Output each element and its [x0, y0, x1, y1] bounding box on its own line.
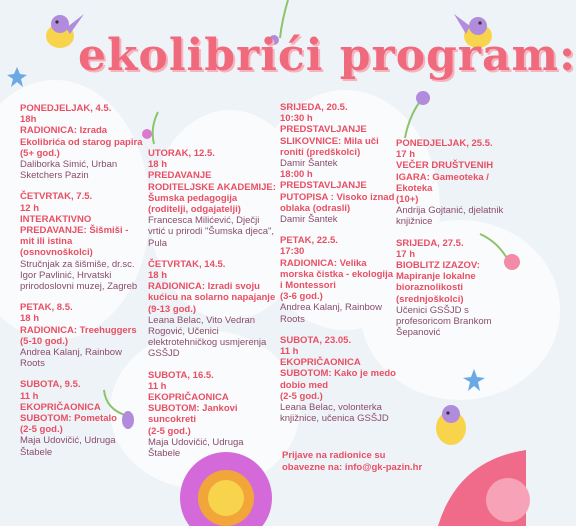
event-time: 18:00 h — [280, 169, 313, 181]
event-people: Maja Udovičić, Udruga Štabele — [20, 435, 116, 458]
event-title: PREDAVANJE RODITELJSKE AKADEMIJE: Šumska pedagogija (roditelji, odgajatelji) — [148, 170, 276, 216]
event-date: PONEDJELJAK, 4.5. — [20, 103, 112, 114]
event-item — [280, 102, 398, 169]
event-age: (3-6 god.) — [280, 291, 323, 303]
registration-note — [282, 450, 422, 474]
event-people: Daliborka Simić, Urban Sketchers Pazin — [20, 159, 118, 182]
event-people: Leana Belac, Vito Vedran Rogović, Učenici elektrotehničkog usmjerenja GSŠJD — [148, 314, 267, 360]
event-item — [396, 138, 514, 228]
event-item — [20, 103, 144, 181]
event-date: PETAK, 8.5. — [20, 302, 73, 314]
event-item — [280, 235, 398, 325]
event-time: 17:30 — [280, 246, 305, 258]
event-item — [20, 302, 144, 369]
event-title: PREDSTAVLJANJE SLIKOVNICE: Mila uči roniti (predškolci) — [280, 124, 379, 158]
event-title: PREDSTAVLJANJE PUTOPISA : Visoko iznad oblaka (odrasli) — [280, 180, 395, 214]
event-age: (5-10 god.) — [20, 335, 69, 347]
event-people: Andrea Kalanj, Rainbow Roots — [280, 302, 382, 325]
event-date: SRIJEDA, 27.5. — [396, 237, 464, 249]
event-title: VEČER DRUŠTVENIH IGARA: Gameoteka / Ekoteka — [396, 160, 494, 194]
event-time: 10:30 h — [280, 113, 313, 125]
event-people: Andrija Gojtanić, djelatnik knjižnice — [396, 205, 504, 228]
flower-icon — [395, 88, 435, 140]
event-item — [20, 379, 144, 457]
event-people: Leana Belac, volonterka knjižnice, učenica GSŠJD — [280, 402, 389, 425]
event-date: SRIJEDA, 20.5. — [280, 102, 348, 113]
event-age: (9-13 god.) — [148, 303, 197, 315]
registration-email[interactable]: obavezne na: info@gk-pazin.hr — [282, 462, 423, 473]
schedule-column-3 — [280, 102, 398, 434]
event-item — [280, 169, 398, 225]
event-title: EKOPRIČAONICA SUBOTOM: Pometalo — [20, 401, 117, 425]
schedule-column-2 — [148, 148, 276, 469]
event-title: EKOPRIČAONICA SUBOTOM: Kako je medo dobio med — [280, 357, 396, 391]
event-time: 18 h — [20, 313, 40, 325]
event-title: BIOBLITZ IZAZOV: Mapiranje lokalne bioraznolikosti (srednjoškolci) — [396, 260, 480, 305]
event-item — [20, 191, 144, 292]
event-time: 17 h — [396, 149, 416, 161]
event-date: PONEDJELJAK, 25.5. — [396, 138, 493, 149]
schedule-column-4 — [396, 138, 514, 348]
star-flower-icon — [6, 66, 28, 88]
event-date: ČETVRTAK, 7.5. — [20, 191, 93, 203]
event-item — [148, 148, 276, 249]
event-time: 11 h — [20, 390, 39, 402]
event-people: Damir Šantek — [280, 214, 338, 226]
event-title: EKOPRIČAONICA SUBOTOM: Jankovi suncokreti — [148, 392, 238, 426]
event-age: (2-5 god.) — [148, 425, 191, 437]
event-title: RADIONICA: Treehuggers — [20, 324, 137, 336]
page-title: ekolibrići program: — [78, 30, 576, 81]
event-age: (10+) — [396, 194, 419, 206]
event-title: RADIONICA: Velika morska čistka - ekologija i Montessori — [280, 257, 393, 292]
event-people: Maja Udovičić, Udruga Štabele — [148, 436, 244, 460]
event-time: 17 h — [396, 248, 416, 260]
event-people: Stručnjak za šišmiše, dr.sc. Igor Pavlinić, Hrvatski prirodoslovni muzej, Zagreb — [20, 258, 138, 293]
event-item — [280, 335, 398, 425]
event-item — [148, 370, 276, 460]
event-title: RADIONICA: Izradi svoju kućicu na solarno napajanje — [148, 281, 276, 304]
event-item — [396, 238, 514, 339]
event-time: 18 h — [148, 159, 168, 171]
event-people: Francesca Milićević, Dječji vrtić u prirodi "Šumska djeca", Pula — [148, 215, 275, 249]
event-title: RADIONICA: Izrada Ekolibrića od starog papira — [20, 125, 143, 148]
star-flower-icon — [462, 368, 486, 392]
event-time: 12 h — [20, 202, 40, 214]
event-people: Damir Šantek — [280, 158, 338, 170]
event-time: 11 h — [280, 346, 299, 358]
event-people: Andrea Kalanj, Rainbow Roots — [20, 347, 122, 370]
event-age: (2-5 god.) — [280, 390, 323, 402]
event-date: SUBOTA, 9.5. — [20, 379, 81, 391]
event-date: UTORAK, 12.5. — [148, 148, 215, 159]
schedule-column-1 — [20, 103, 144, 468]
event-time: 18 h — [148, 270, 168, 282]
event-time: 11 h — [148, 380, 167, 392]
event-people: Učenici GSŠJD s profesoricom Brankom Šepanović — [396, 304, 492, 339]
event-age: (5+ god.) — [20, 147, 60, 159]
event-title: INTERAKTIVNO PREDAVANJE: Šišmiši - mit ili istina (osnovnoškolci) — [20, 213, 129, 259]
event-date: PETAK, 22.5. — [280, 235, 338, 247]
event-date: ČETVRTAK, 14.5. — [148, 258, 226, 270]
event-date: SUBOTA, 23.05. — [280, 334, 352, 346]
registration-line-1: Prijave na radionice su — [282, 450, 386, 461]
event-time: 18h — [20, 114, 37, 126]
event-age: (2-5 god.) — [20, 424, 63, 436]
event-date: SUBOTA, 16.5. — [148, 369, 214, 381]
event-item — [148, 259, 276, 360]
